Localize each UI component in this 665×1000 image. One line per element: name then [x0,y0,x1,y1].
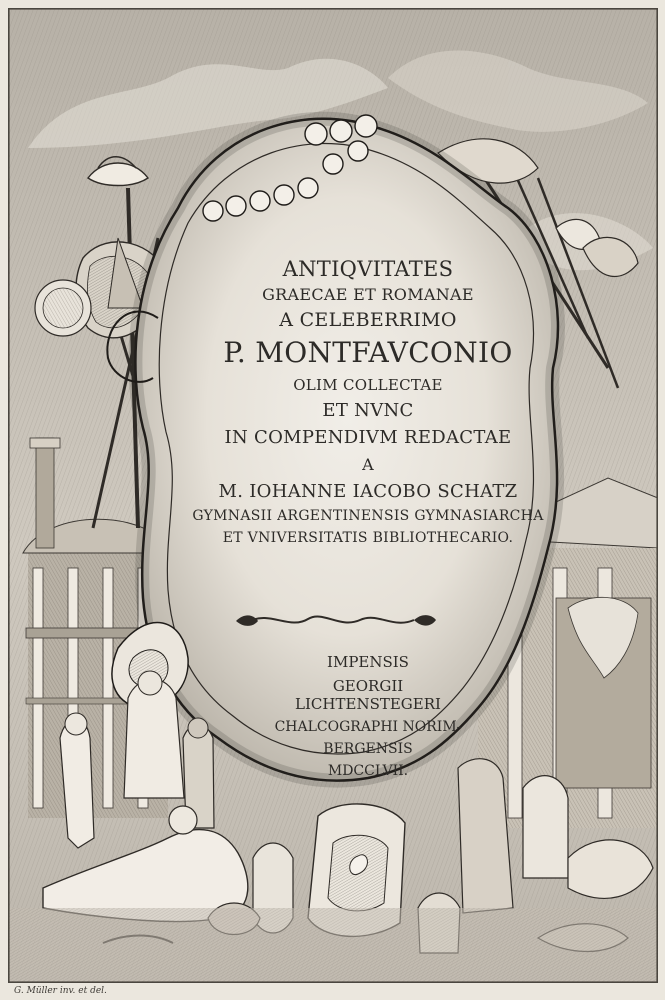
title-line-1: ANTIQVITATES [282,257,454,281]
title-line-5: OLIM COLLECTAE [293,375,443,394]
title-line-4: P. MONTFAVCONIO [223,336,513,370]
imprint-line-3: CHALCOGRAPHI NORIM- [274,719,462,735]
imprint-line-5: MDCCLVII. [327,763,409,779]
title-line-2: GRAECAE ET ROMANAE [262,284,474,304]
imprint-line-1: IMPENSIS [327,653,409,671]
title-line-9: M. IOHANNE IACOBO SCHATZ [218,481,518,503]
engraved-plate [8,8,658,983]
imprint-line-2: GEORGII LICHTENSTEGERI [295,677,441,713]
title-line-8: A [362,454,374,474]
artist-caption: G. Müller inv. et del. [14,986,107,996]
imprint-block [258,653,478,779]
imprint-line-4: BERGENSIS [323,741,413,757]
title-line-11: ET VNIVERSITATIS BIBLIOTHECARIO. [222,529,514,546]
title-line-7: IN COMPENDIVM REDACTAE [224,427,512,449]
title-line-3: A CELEBERRIMO [279,308,457,331]
title-line-10: GYMNASII ARGENTINENSIS GYMNASIARCHA [192,508,544,525]
title-block [178,258,558,546]
title-line-6: ET NVNC [322,399,414,421]
